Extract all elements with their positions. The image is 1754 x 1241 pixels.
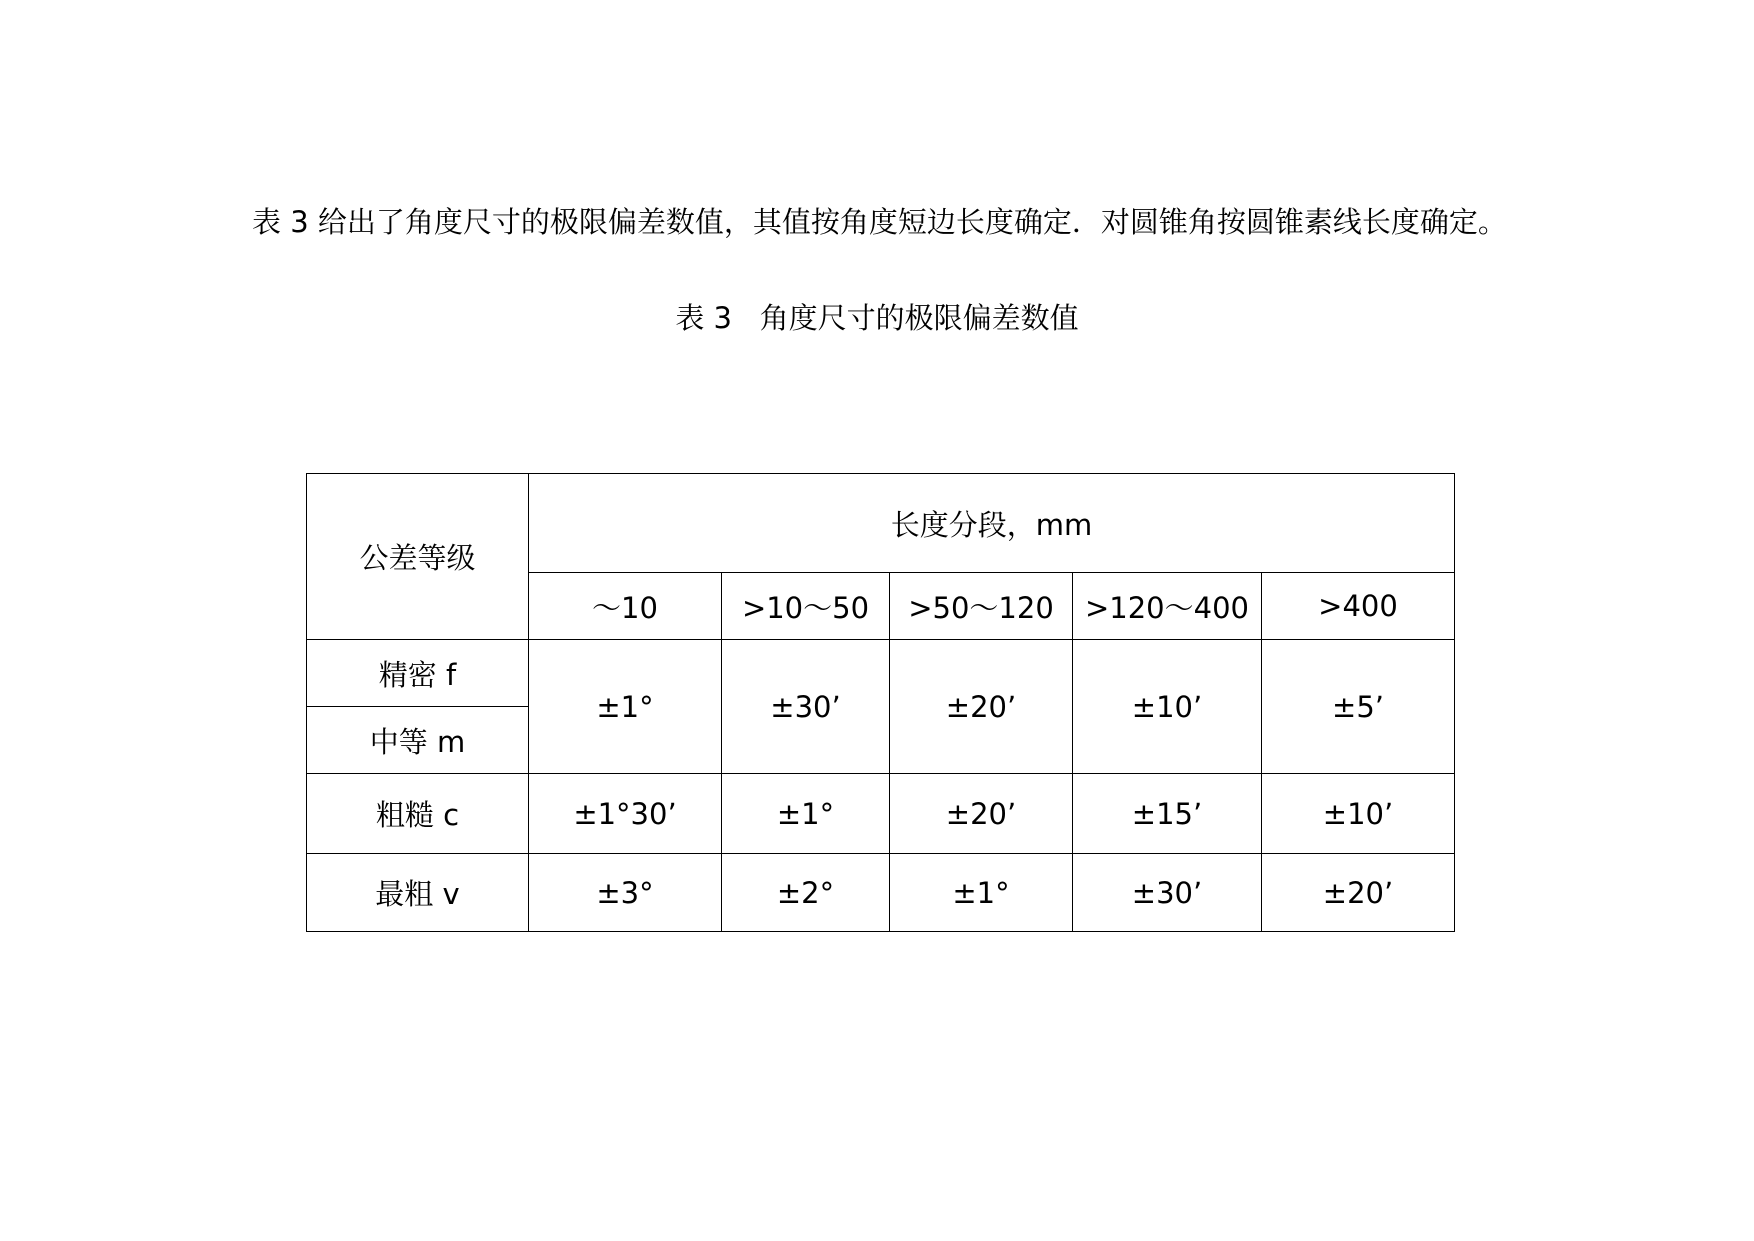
grade-cell-fine: 精密 f: [307, 640, 529, 707]
value-cell: ±5’: [1262, 640, 1455, 774]
value-cell: ±30’: [722, 640, 890, 774]
value-cell: ±1°: [722, 774, 890, 854]
value-cell: ±2°: [722, 854, 890, 932]
grade-cell-very-coarse: 最粗 v: [307, 854, 529, 932]
table-caption: 表 3 角度尺寸的极限偏差数值: [675, 301, 1079, 335]
length-range-cell: >400: [1262, 573, 1455, 640]
length-range-cell: >10～50: [722, 573, 890, 640]
value-cell: ±15’: [1073, 774, 1262, 854]
grade-cell-medium: 中等 m: [307, 707, 529, 774]
value-cell: ±3°: [529, 854, 722, 932]
table-row: [307, 854, 1455, 932]
intro-paragraph: 表 3 给出了角度尺寸的极限偏差数值，其值按角度短边长度确定．对圆锥角按圆锥素线长度确定。: [252, 205, 1507, 239]
value-cell: ±1°: [890, 854, 1073, 932]
value-cell: ±20’: [890, 640, 1073, 774]
length-range-cell: >50～120: [890, 573, 1073, 640]
value-cell: ±10’: [1073, 640, 1262, 774]
value-cell: ±1°30’: [529, 774, 722, 854]
value-cell: ±30’: [1073, 854, 1262, 932]
value-cell: ±10’: [1262, 774, 1455, 854]
value-cell: ±1°: [529, 640, 722, 774]
length-header-cell: 长度分段，mm: [529, 474, 1455, 573]
value-cell: ±20’: [890, 774, 1073, 854]
table-header-row: [307, 474, 1455, 573]
length-range-cell: >120～400: [1073, 573, 1262, 640]
table-row: [307, 774, 1455, 854]
angular-tolerance-table: [306, 473, 1455, 932]
length-range-cell: ～10: [529, 573, 722, 640]
grade-cell-coarse: 粗糙 c: [307, 774, 529, 854]
value-cell: ±20’: [1262, 854, 1455, 932]
grade-header-cell: 公差等级: [307, 474, 529, 640]
table-row: [307, 640, 1455, 707]
